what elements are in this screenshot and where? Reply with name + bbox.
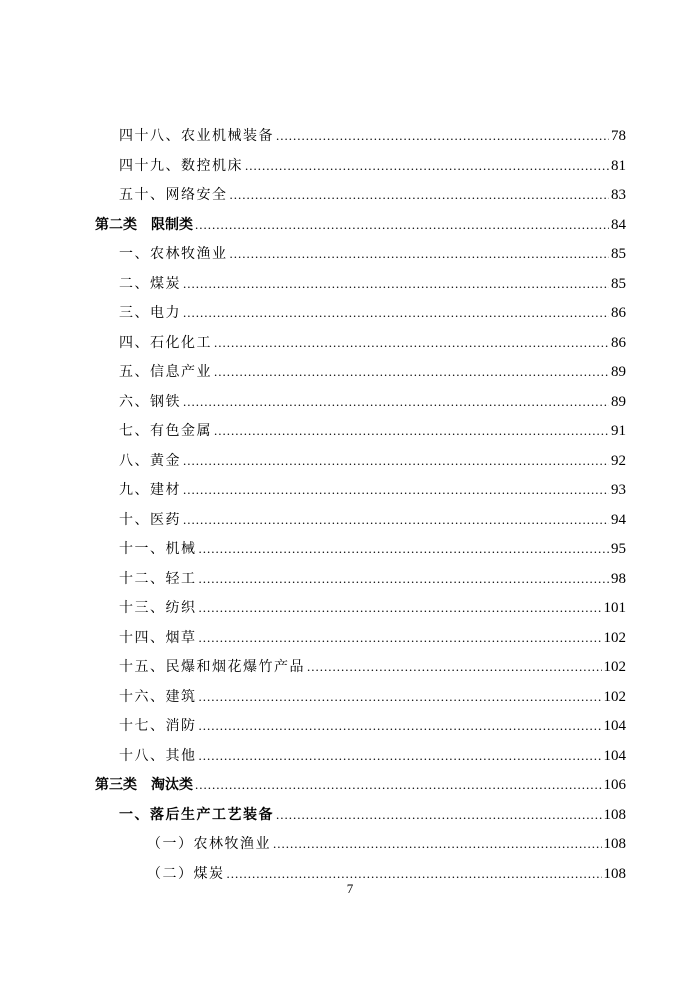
toc-entry[interactable] bbox=[95, 682, 626, 712]
dot-leader bbox=[199, 741, 602, 771]
toc-entry[interactable] bbox=[95, 534, 626, 564]
toc-entry-page: 104 bbox=[603, 718, 626, 734]
toc-entry-page: 101 bbox=[603, 600, 626, 616]
dot-leader bbox=[199, 534, 610, 564]
dot-leader bbox=[199, 682, 602, 712]
toc-entry-page: 98 bbox=[611, 570, 626, 587]
toc-entry[interactable] bbox=[95, 357, 626, 387]
toc-entry-page: 86 bbox=[611, 334, 626, 351]
dot-leader bbox=[183, 475, 609, 505]
dot-leader bbox=[195, 770, 602, 800]
toc-entry-page: 93 bbox=[611, 482, 626, 498]
toc-entry-title: 一、落后生产工艺装备 bbox=[119, 806, 274, 823]
toc-entry[interactable] bbox=[95, 121, 626, 151]
toc-entry-page: 102 bbox=[603, 688, 626, 705]
toc-entry-page: 102 bbox=[603, 659, 626, 675]
toc-entry-title: 九、建材 bbox=[119, 482, 181, 498]
toc-entry-title: 十五、民爆和烟花爆竹产品 bbox=[119, 659, 305, 675]
toc-entry-title: 十一、机械 bbox=[119, 541, 197, 557]
toc-entry-page: 81 bbox=[611, 157, 626, 174]
toc-entry[interactable] bbox=[95, 770, 626, 800]
toc-entry-title: 十四、烟草 bbox=[119, 629, 197, 646]
toc-entry-title: 二、煤炭 bbox=[119, 275, 181, 292]
toc-entry-page: 108 bbox=[603, 865, 626, 882]
toc-entry-page: 85 bbox=[611, 275, 626, 292]
toc-entry[interactable] bbox=[95, 180, 626, 210]
toc-entry-title: 五、信息产业 bbox=[119, 364, 212, 380]
toc-entry-page: 86 bbox=[611, 305, 626, 321]
toc-entry[interactable] bbox=[95, 446, 626, 476]
dot-leader bbox=[214, 416, 609, 446]
toc-entry[interactable] bbox=[95, 298, 626, 328]
toc-entry-title: 五十、网络安全 bbox=[119, 187, 228, 203]
toc-entry-title: 第二类 限制类 bbox=[95, 216, 193, 233]
toc-entry[interactable] bbox=[95, 387, 626, 417]
toc-entry-title: 十六、建筑 bbox=[119, 688, 197, 705]
toc-entry-title: 七、有色金属 bbox=[119, 423, 212, 439]
toc-entry[interactable] bbox=[95, 652, 626, 682]
toc-entry-title: 十三、纺织 bbox=[119, 600, 197, 616]
toc-entry-page: 89 bbox=[611, 364, 626, 380]
toc-entry[interactable] bbox=[95, 239, 626, 269]
toc-entry-title: 八、黄金 bbox=[119, 452, 181, 469]
toc-entry-title: 三、电力 bbox=[119, 305, 181, 321]
toc-entry-title: 四、石化化工 bbox=[119, 334, 212, 351]
dot-leader bbox=[276, 800, 602, 830]
dot-leader bbox=[183, 446, 609, 476]
dot-leader bbox=[245, 151, 609, 181]
dot-leader bbox=[214, 328, 609, 358]
toc-entry-title: 一、农林牧渔业 bbox=[119, 246, 228, 262]
dot-leader bbox=[214, 357, 609, 387]
toc-entry-page: 104 bbox=[603, 747, 626, 764]
toc-entry-page: 78 bbox=[611, 128, 626, 144]
toc-entry[interactable] bbox=[95, 741, 626, 771]
table-of-contents bbox=[95, 121, 626, 888]
toc-entry-page: 102 bbox=[603, 629, 626, 646]
dot-leader bbox=[273, 829, 602, 859]
toc-entry[interactable] bbox=[95, 416, 626, 446]
dot-leader bbox=[199, 593, 602, 623]
toc-entry-title: 十、医药 bbox=[119, 511, 181, 528]
toc-entry-page: 94 bbox=[611, 511, 626, 528]
toc-entry-title: 十二、轻工 bbox=[119, 570, 197, 587]
toc-entry-title: 四十九、数控机床 bbox=[119, 157, 243, 174]
toc-entry-page: 91 bbox=[611, 423, 626, 439]
toc-entry[interactable] bbox=[95, 505, 626, 535]
toc-entry-title: （一）农林牧渔业 bbox=[147, 836, 271, 852]
toc-entry-title: 十七、消防 bbox=[119, 718, 197, 734]
toc-entry[interactable] bbox=[95, 829, 626, 859]
toc-entry-page: 95 bbox=[611, 541, 626, 557]
page-number: 7 bbox=[346, 881, 354, 896]
toc-entry-page: 108 bbox=[603, 836, 626, 852]
toc-entry-title: 十八、其他 bbox=[119, 747, 197, 764]
toc-entry[interactable] bbox=[95, 800, 626, 830]
toc-entry[interactable] bbox=[95, 151, 626, 181]
toc-entry[interactable] bbox=[95, 328, 626, 358]
toc-entry-page: 85 bbox=[611, 246, 626, 262]
toc-entry[interactable] bbox=[95, 475, 626, 505]
toc-entry[interactable] bbox=[95, 593, 626, 623]
toc-entry[interactable] bbox=[95, 564, 626, 594]
dot-leader bbox=[183, 298, 609, 328]
dot-leader bbox=[199, 623, 602, 653]
dot-leader bbox=[199, 564, 610, 594]
toc-entry-title: 四十八、农业机械装备 bbox=[119, 128, 274, 144]
dot-leader bbox=[183, 387, 609, 417]
dot-leader bbox=[230, 239, 610, 269]
toc-entry-page: 89 bbox=[611, 393, 626, 410]
toc-entry-title: （二）煤炭 bbox=[147, 865, 225, 882]
dot-leader bbox=[230, 180, 610, 210]
dot-leader bbox=[307, 652, 602, 682]
dot-leader bbox=[199, 711, 602, 741]
toc-entry-title: 第三类 淘汰类 bbox=[95, 777, 193, 793]
dot-leader bbox=[195, 210, 609, 240]
toc-entry[interactable] bbox=[95, 269, 626, 299]
dot-leader bbox=[183, 269, 609, 299]
toc-entry[interactable] bbox=[95, 711, 626, 741]
toc-entry-page: 106 bbox=[603, 777, 626, 793]
toc-entry-page: 108 bbox=[603, 806, 626, 823]
toc-entry[interactable] bbox=[95, 210, 626, 240]
dot-leader bbox=[183, 505, 609, 535]
toc-entry-page: 83 bbox=[611, 187, 626, 203]
toc-entry-title: 六、钢铁 bbox=[119, 393, 181, 410]
toc-entry-page: 84 bbox=[611, 216, 626, 233]
toc-entry-page: 92 bbox=[611, 452, 626, 469]
toc-entry[interactable] bbox=[95, 623, 626, 653]
dot-leader bbox=[276, 121, 609, 151]
